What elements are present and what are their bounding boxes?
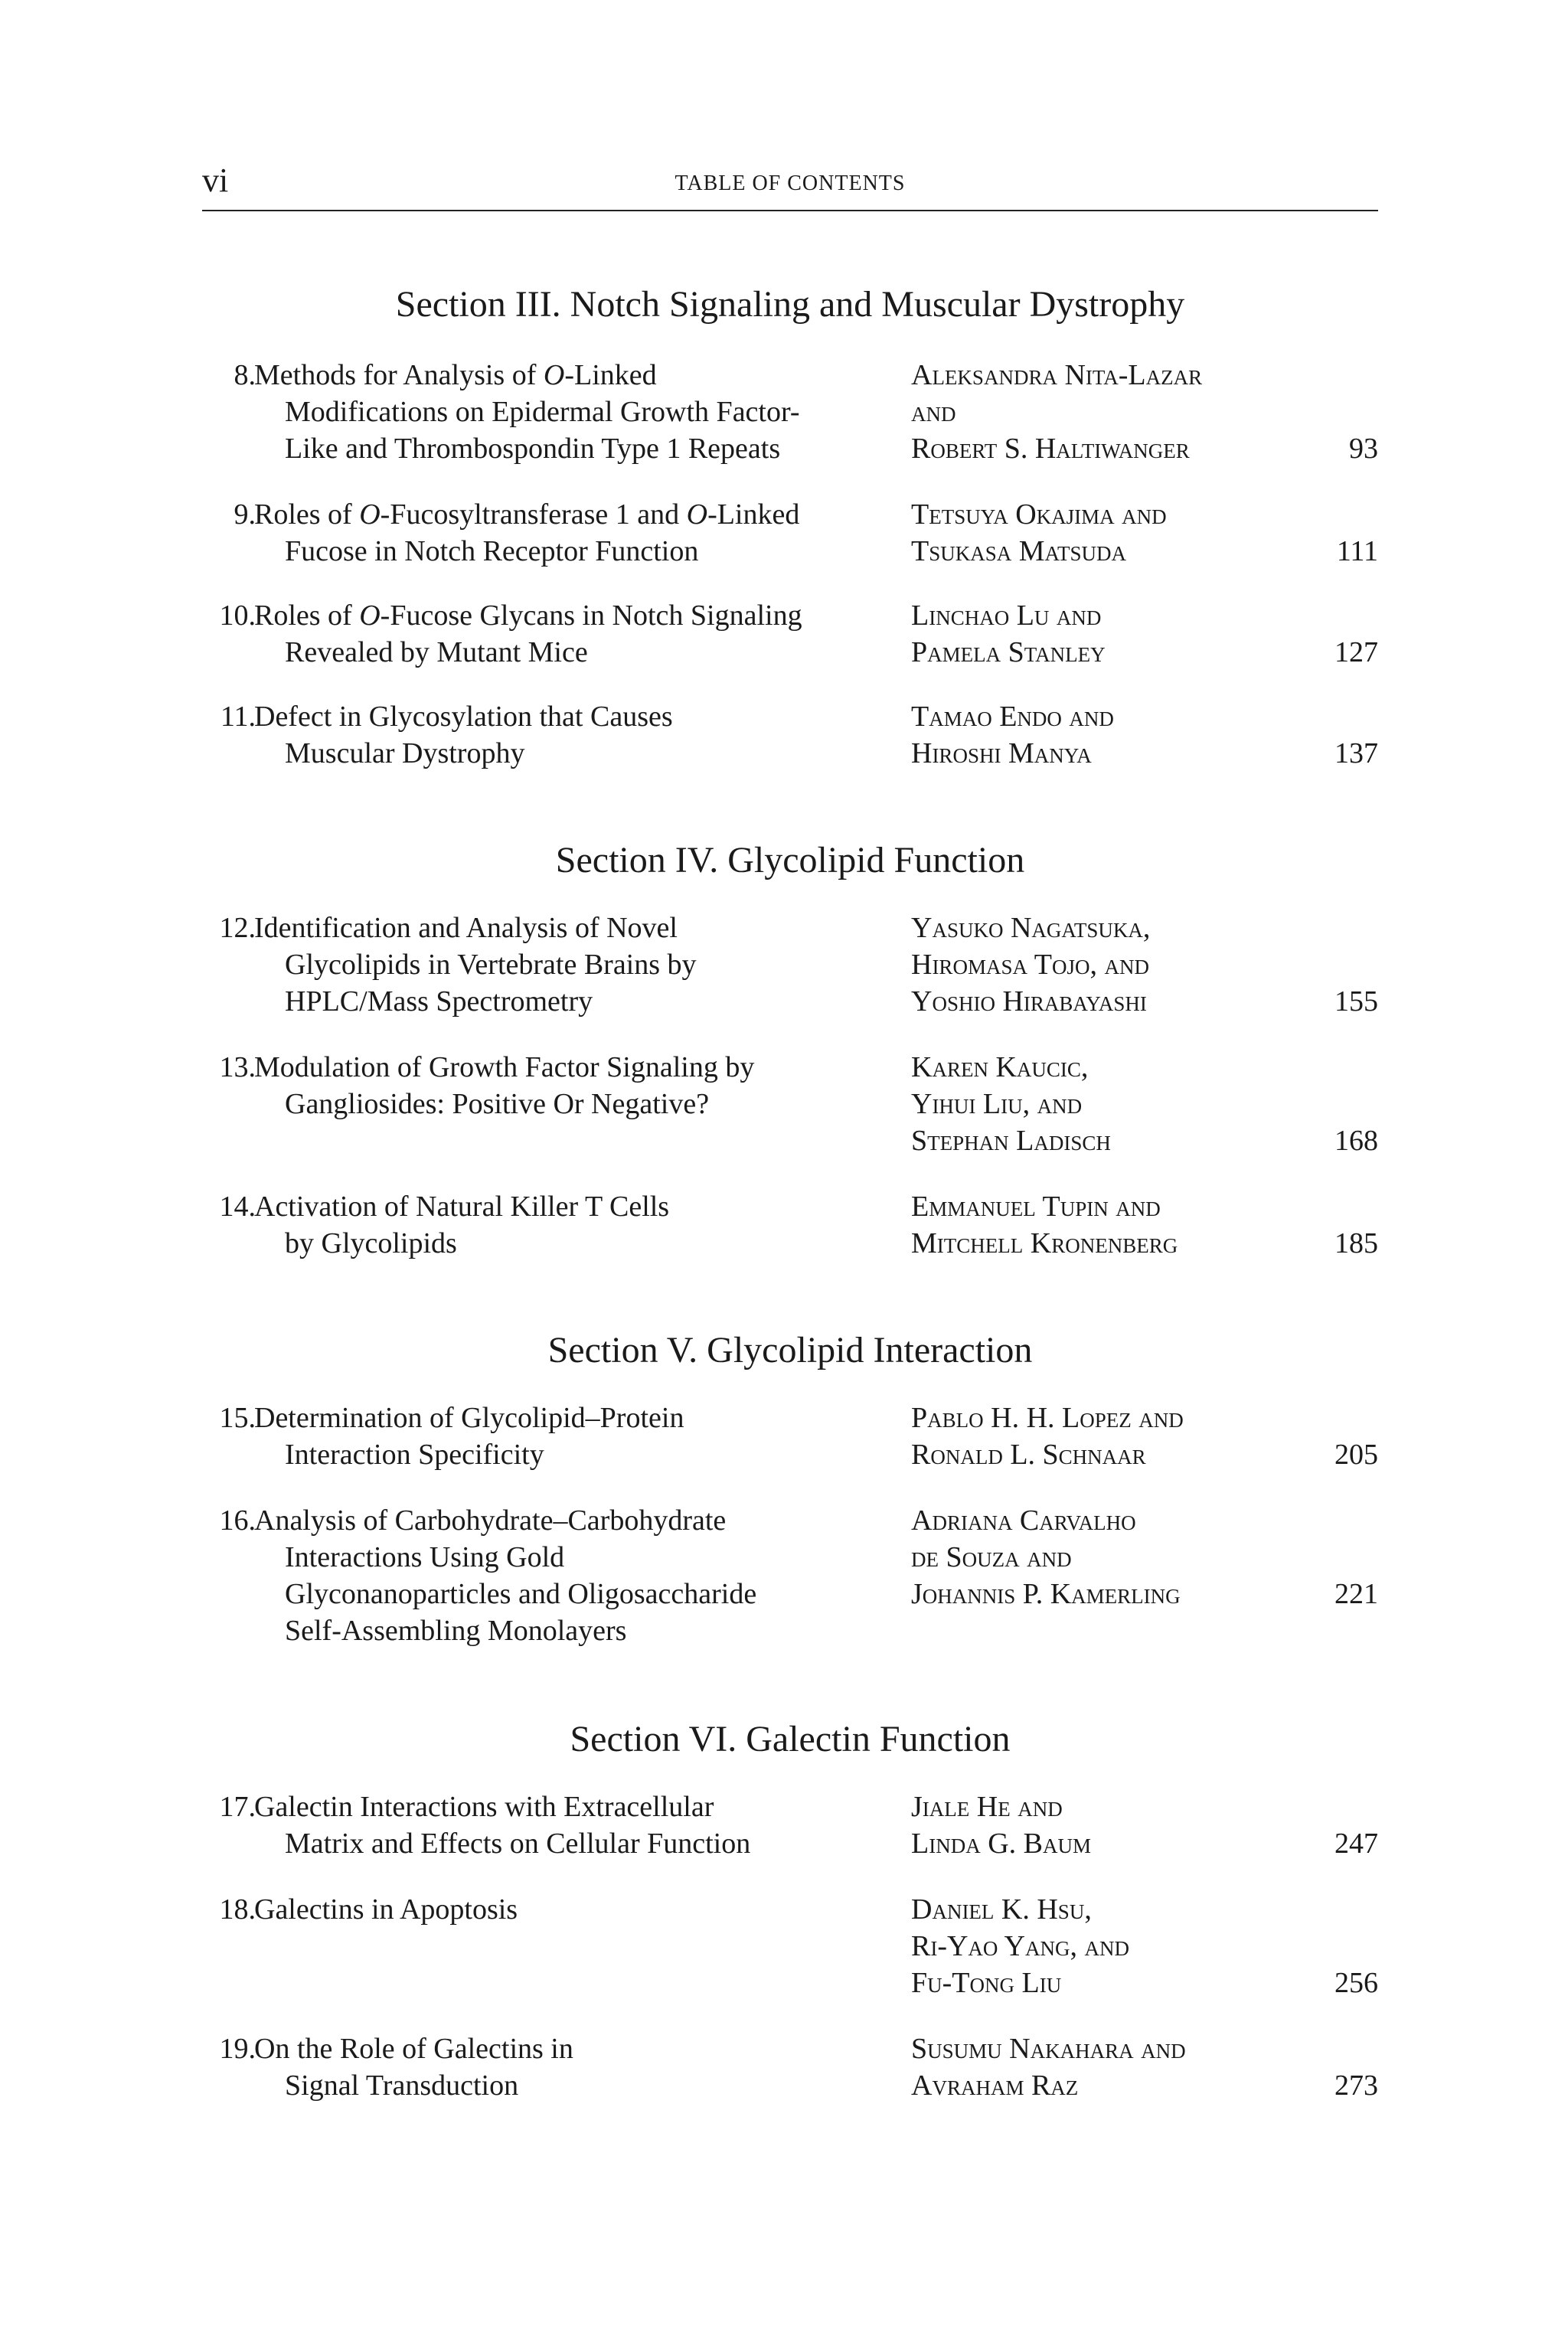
entry-page-number[interactable]: 185 bbox=[1334, 1227, 1378, 1259]
entry-authors bbox=[911, 1188, 1309, 1262]
entry-number: 11. bbox=[220, 701, 256, 733]
entry-author-line: Hiroshi Manya bbox=[911, 737, 1092, 769]
entry-authors bbox=[911, 496, 1309, 570]
section-title: Section III. Notch Signaling and Muscular Dystrophy bbox=[395, 284, 1185, 325]
entry-title-line: Roles of O-Fucosyltransferase 1 and O-Linked bbox=[254, 498, 800, 531]
entry-author-line: Linchao Lu and bbox=[911, 599, 1102, 632]
entry-title-line: Interaction Specificity bbox=[285, 1439, 544, 1471]
entry-title-line: Activation of Natural Killer T Cells bbox=[254, 1191, 670, 1223]
entry-number: 16. bbox=[219, 1504, 256, 1537]
entry-page-number[interactable]: 111 bbox=[1336, 535, 1378, 567]
entry-authors bbox=[911, 1788, 1309, 1862]
entry-page-number[interactable]: 127 bbox=[1334, 636, 1378, 668]
entry-author-line: Fu-Tong Liu bbox=[911, 1967, 1062, 1999]
entry-author-line: Mitchell Kronenberg bbox=[911, 1227, 1178, 1259]
entry-author-line: Karen Kaucic, bbox=[911, 1051, 1089, 1083]
entry-number: 15. bbox=[219, 1402, 256, 1434]
entry-title-line: On the Role of Galectins in bbox=[254, 2033, 573, 2065]
entry-page-number[interactable]: 221 bbox=[1334, 1578, 1378, 1610]
entry-title[interactable] bbox=[254, 1891, 920, 1928]
entry-title-line: HPLC/Mass Spectrometry bbox=[285, 985, 593, 1018]
entry-author-line: Robert S. Haltiwanger bbox=[911, 433, 1190, 465]
entry-authors bbox=[911, 1891, 1309, 2001]
entry-author-line: Tsukasa Matsuda bbox=[911, 535, 1127, 567]
entry-page-number[interactable]: 205 bbox=[1334, 1439, 1378, 1471]
entry-number: 10. bbox=[219, 599, 256, 632]
entry-title-line: Self-Assembling Monolayers bbox=[285, 1615, 627, 1647]
entry-authors bbox=[911, 698, 1309, 772]
entry-title-line: Galectin Interactions with Extracellular bbox=[254, 1791, 714, 1823]
entry-author-line: Jiale He and bbox=[911, 1791, 1063, 1823]
entry-authors bbox=[911, 357, 1309, 467]
entry-number: 8. bbox=[234, 359, 256, 391]
section-title: Section V. Glycolipid Interaction bbox=[547, 1330, 1033, 1370]
entry-author-line: Avraham Raz bbox=[911, 2069, 1079, 2102]
entry-author-line: Tetsuya Okajima and bbox=[911, 498, 1167, 531]
entry-page-number[interactable]: 273 bbox=[1334, 2069, 1378, 2102]
entry-title[interactable] bbox=[254, 1788, 920, 1862]
entry-title-line: Determination of Glycolipid–Protein bbox=[254, 1402, 684, 1434]
section-title: Section VI. Galectin Function bbox=[570, 1719, 1011, 1759]
entry-number: 17. bbox=[219, 1791, 256, 1823]
entry-title-line: Fucose in Notch Receptor Function bbox=[285, 535, 699, 567]
entry-title-line: Interactions Using Gold bbox=[285, 1541, 565, 1573]
entry-author-line: Johannis P. Kamerling bbox=[911, 1578, 1181, 1610]
page-header bbox=[202, 161, 1378, 211]
entry-author-line: Pablo H. H. Lopez and bbox=[911, 1402, 1184, 1434]
entry-title[interactable] bbox=[254, 1188, 920, 1262]
entry-author-line: Yihui Liu, and bbox=[911, 1088, 1083, 1120]
entry-author-line: Yoshio Hirabayashi bbox=[911, 985, 1147, 1018]
entry-author-line: de Souza and bbox=[911, 1541, 1072, 1573]
entry-author-line: Linda G. Baum bbox=[911, 1828, 1091, 1860]
entry-title-line: Identification and Analysis of Novel bbox=[254, 912, 678, 944]
entry-authors bbox=[911, 1400, 1309, 1473]
entry-page-number[interactable]: 155 bbox=[1334, 985, 1378, 1018]
section-title: Section IV. Glycolipid Function bbox=[555, 840, 1025, 880]
entry-author-line: Tamao Endo and bbox=[911, 701, 1114, 733]
entry-authors bbox=[911, 597, 1309, 671]
entry-title[interactable] bbox=[254, 1400, 920, 1473]
entry-title-line: Glycolipids in Vertebrate Brains by bbox=[285, 949, 697, 981]
entry-title[interactable] bbox=[254, 1502, 920, 1649]
entry-number: 19. bbox=[219, 2033, 256, 2065]
entry-authors bbox=[911, 2030, 1309, 2104]
entry-author-line: Hiromasa Tojo, and bbox=[911, 949, 1149, 981]
entry-title-line: Revealed by Mutant Mice bbox=[285, 636, 588, 668]
entry-author-line: Emmanuel Tupin and bbox=[911, 1191, 1161, 1223]
entry-authors bbox=[911, 910, 1309, 1020]
entry-title-line: Defect in Glycosylation that Causes bbox=[254, 701, 673, 733]
entry-title-line: Gangliosides: Positive Or Negative? bbox=[285, 1088, 710, 1120]
entry-title-line: Glyconanoparticles and Oligosaccharide bbox=[285, 1578, 757, 1610]
entry-title[interactable] bbox=[254, 2030, 920, 2104]
entry-page-number[interactable]: 168 bbox=[1334, 1125, 1378, 1157]
entry-title[interactable] bbox=[254, 496, 920, 570]
entry-number: 13. bbox=[219, 1051, 256, 1083]
entry-title-line: Like and Thrombospondin Type 1 Repeats bbox=[285, 433, 781, 465]
entry-title-line: Muscular Dystrophy bbox=[285, 737, 525, 769]
entry-title[interactable] bbox=[254, 357, 920, 467]
entry-author-line: Ronald L. Schnaar bbox=[911, 1439, 1146, 1471]
entry-number: 12. bbox=[219, 912, 256, 944]
page-number: vi bbox=[202, 162, 229, 199]
entry-author-line: Yasuko Nagatsuka, bbox=[911, 912, 1151, 944]
entry-title[interactable] bbox=[254, 1049, 920, 1122]
entry-title[interactable] bbox=[254, 597, 920, 671]
entry-page-number[interactable]: 93 bbox=[1349, 433, 1378, 465]
entry-author-line: Ri-Yao Yang, and bbox=[911, 1930, 1129, 1962]
entry-title-line: Roles of O-Fucose Glycans in Notch Signaling bbox=[254, 599, 802, 632]
entry-title[interactable] bbox=[254, 910, 920, 1020]
entry-authors bbox=[911, 1049, 1309, 1159]
entry-page-number[interactable]: 256 bbox=[1334, 1967, 1378, 1999]
entry-title-line: Analysis of Carbohydrate–Carbohydrate bbox=[254, 1504, 727, 1537]
entry-author-line: Daniel K. Hsu, bbox=[911, 1893, 1092, 1926]
entry-author-line: Adriana Carvalho bbox=[911, 1504, 1136, 1537]
entry-authors bbox=[911, 1502, 1309, 1612]
entry-title-line: Methods for Analysis of O-Linked bbox=[254, 359, 657, 391]
toc-page bbox=[202, 0, 1378, 2352]
entry-page-number[interactable]: 247 bbox=[1334, 1828, 1378, 1860]
entry-author-line: Pamela Stanley bbox=[911, 636, 1106, 668]
entry-author-line: Stephan Ladisch bbox=[911, 1125, 1111, 1157]
entry-number: 9. bbox=[234, 498, 256, 531]
entry-title[interactable] bbox=[254, 698, 920, 772]
entry-title-line: Modulation of Growth Factor Signaling by bbox=[254, 1051, 755, 1083]
entry-page-number[interactable]: 137 bbox=[1334, 737, 1378, 769]
entry-author-line: Aleksandra Nita-Lazar bbox=[911, 359, 1203, 391]
running-head: TABLE OF CONTENTS bbox=[675, 172, 906, 195]
entry-title-line: Modifications on Epidermal Growth Factor- bbox=[285, 396, 800, 428]
entry-title-line: Galectins in Apoptosis bbox=[254, 1893, 518, 1926]
entry-author-line: Susumu Nakahara and bbox=[911, 2033, 1186, 2065]
entry-title-line: Signal Transduction bbox=[285, 2069, 519, 2102]
entry-number: 14. bbox=[219, 1191, 256, 1223]
entry-number: 18. bbox=[219, 1893, 256, 1926]
entry-author-line: and bbox=[911, 396, 956, 428]
entry-title-line: by Glycolipids bbox=[285, 1227, 457, 1259]
entry-title-line: Matrix and Effects on Cellular Function bbox=[285, 1828, 751, 1860]
